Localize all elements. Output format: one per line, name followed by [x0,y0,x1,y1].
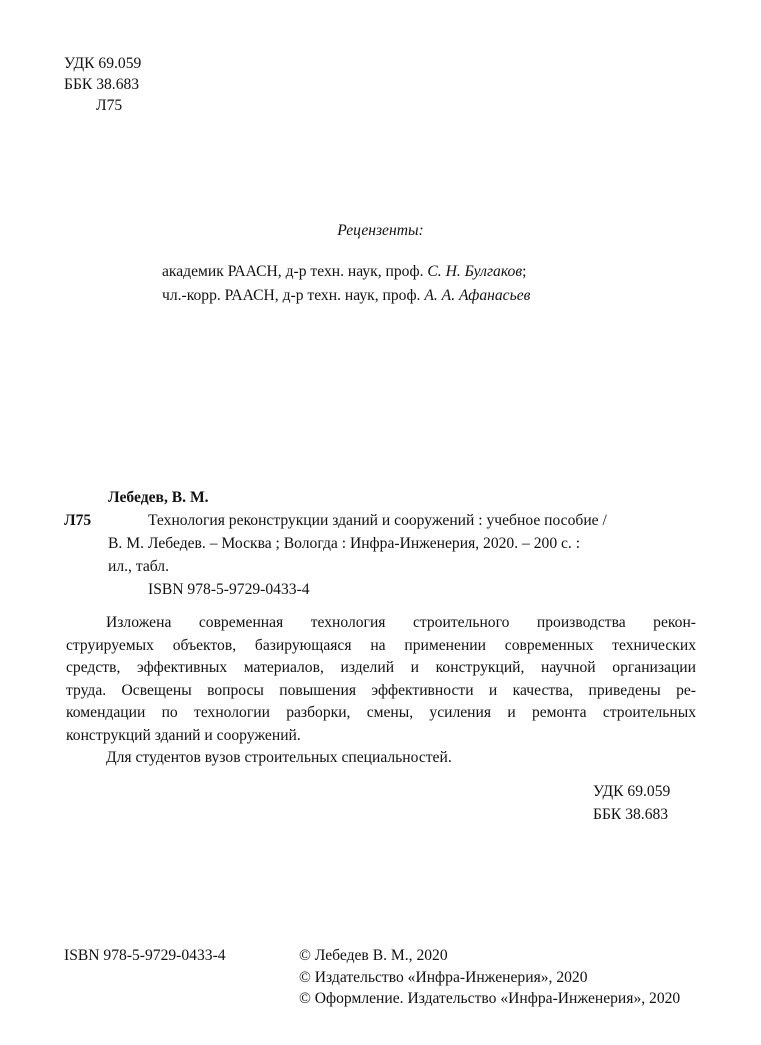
annotation-line-2: струируемых объектов, базирующаяся на применении современных технических [66,636,696,654]
reviewer-1-suffix: ; [522,263,527,280]
bibliography-author-mark: Л75 [64,512,92,529]
copyright-author: © Лебедев В. М., 2020 [299,947,448,964]
top-author-mark: Л75 [96,97,123,114]
annotation-line-6: конструкций зданий и сооружений. [66,726,301,744]
annotation-line-3: средств, эффективных материалов, изделий и конструкций, научной организации [66,659,696,676]
top-classification-codes [64,54,141,117]
bibliography-line-1: Технология реконструкции зданий и сооружений : учебное пособие / [148,512,607,529]
footer-isbn: ISBN 978-5-9729-0433-4 [64,947,226,964]
copyright-design: © Оформление. Издательство «Инфра-Инженерия», 2020 [299,990,681,1007]
top-udk-code: УДК 69.059 [64,55,142,72]
annotation-line-1: Изложена современная технология строительного производства рекон- [106,614,696,631]
reviewers-heading: Рецензенты: [337,222,424,239]
reviewer-1 [162,262,526,281]
right-classification-codes [593,782,670,828]
annotation-audience: Для студентов вузов строительных специальностей. [106,749,452,766]
reviewer-2-credentials: чл.-корр. РААСН, д-р техн. наук, проф. [162,287,425,304]
reviewer-2 [162,286,530,305]
right-bbk-code: ББК 38.683 [593,806,669,823]
copyright-notices [299,946,680,1011]
bibliography-isbn: ISBN 978-5-9729-0433-4 [148,581,310,598]
annotation-line-4: труда. Освещены вопросы повышения эффективности и качества, приведены ре- [66,681,696,699]
reviewer-1-name: С. Н. Булгаков [427,263,523,280]
reviewer-2-name: А. А. Афанасьев [424,287,531,304]
top-bbk-code: ББК 38.683 [64,76,140,93]
annotation-line-5: комендации по технологии разборки, смены, усиления и ремонта строительных [66,704,696,721]
bibliography-line-3: ил., табл. [108,558,169,575]
right-udk-code: УДК 69.059 [593,783,671,800]
bibliography-author: Лебедев, В. М. [108,489,209,506]
reviewer-1-credentials: академик РААСН, д-р техн. наук, проф. [162,263,428,280]
bibliography-line-2: В. М. Лебедев. – Москва ; Вологда : Инфра-Инженерия, 2020. – 200 с. : [108,535,581,552]
copyright-publisher: © Издательство «Инфра-Инженерия», 2020 [299,968,588,986]
annotation [66,613,696,771]
